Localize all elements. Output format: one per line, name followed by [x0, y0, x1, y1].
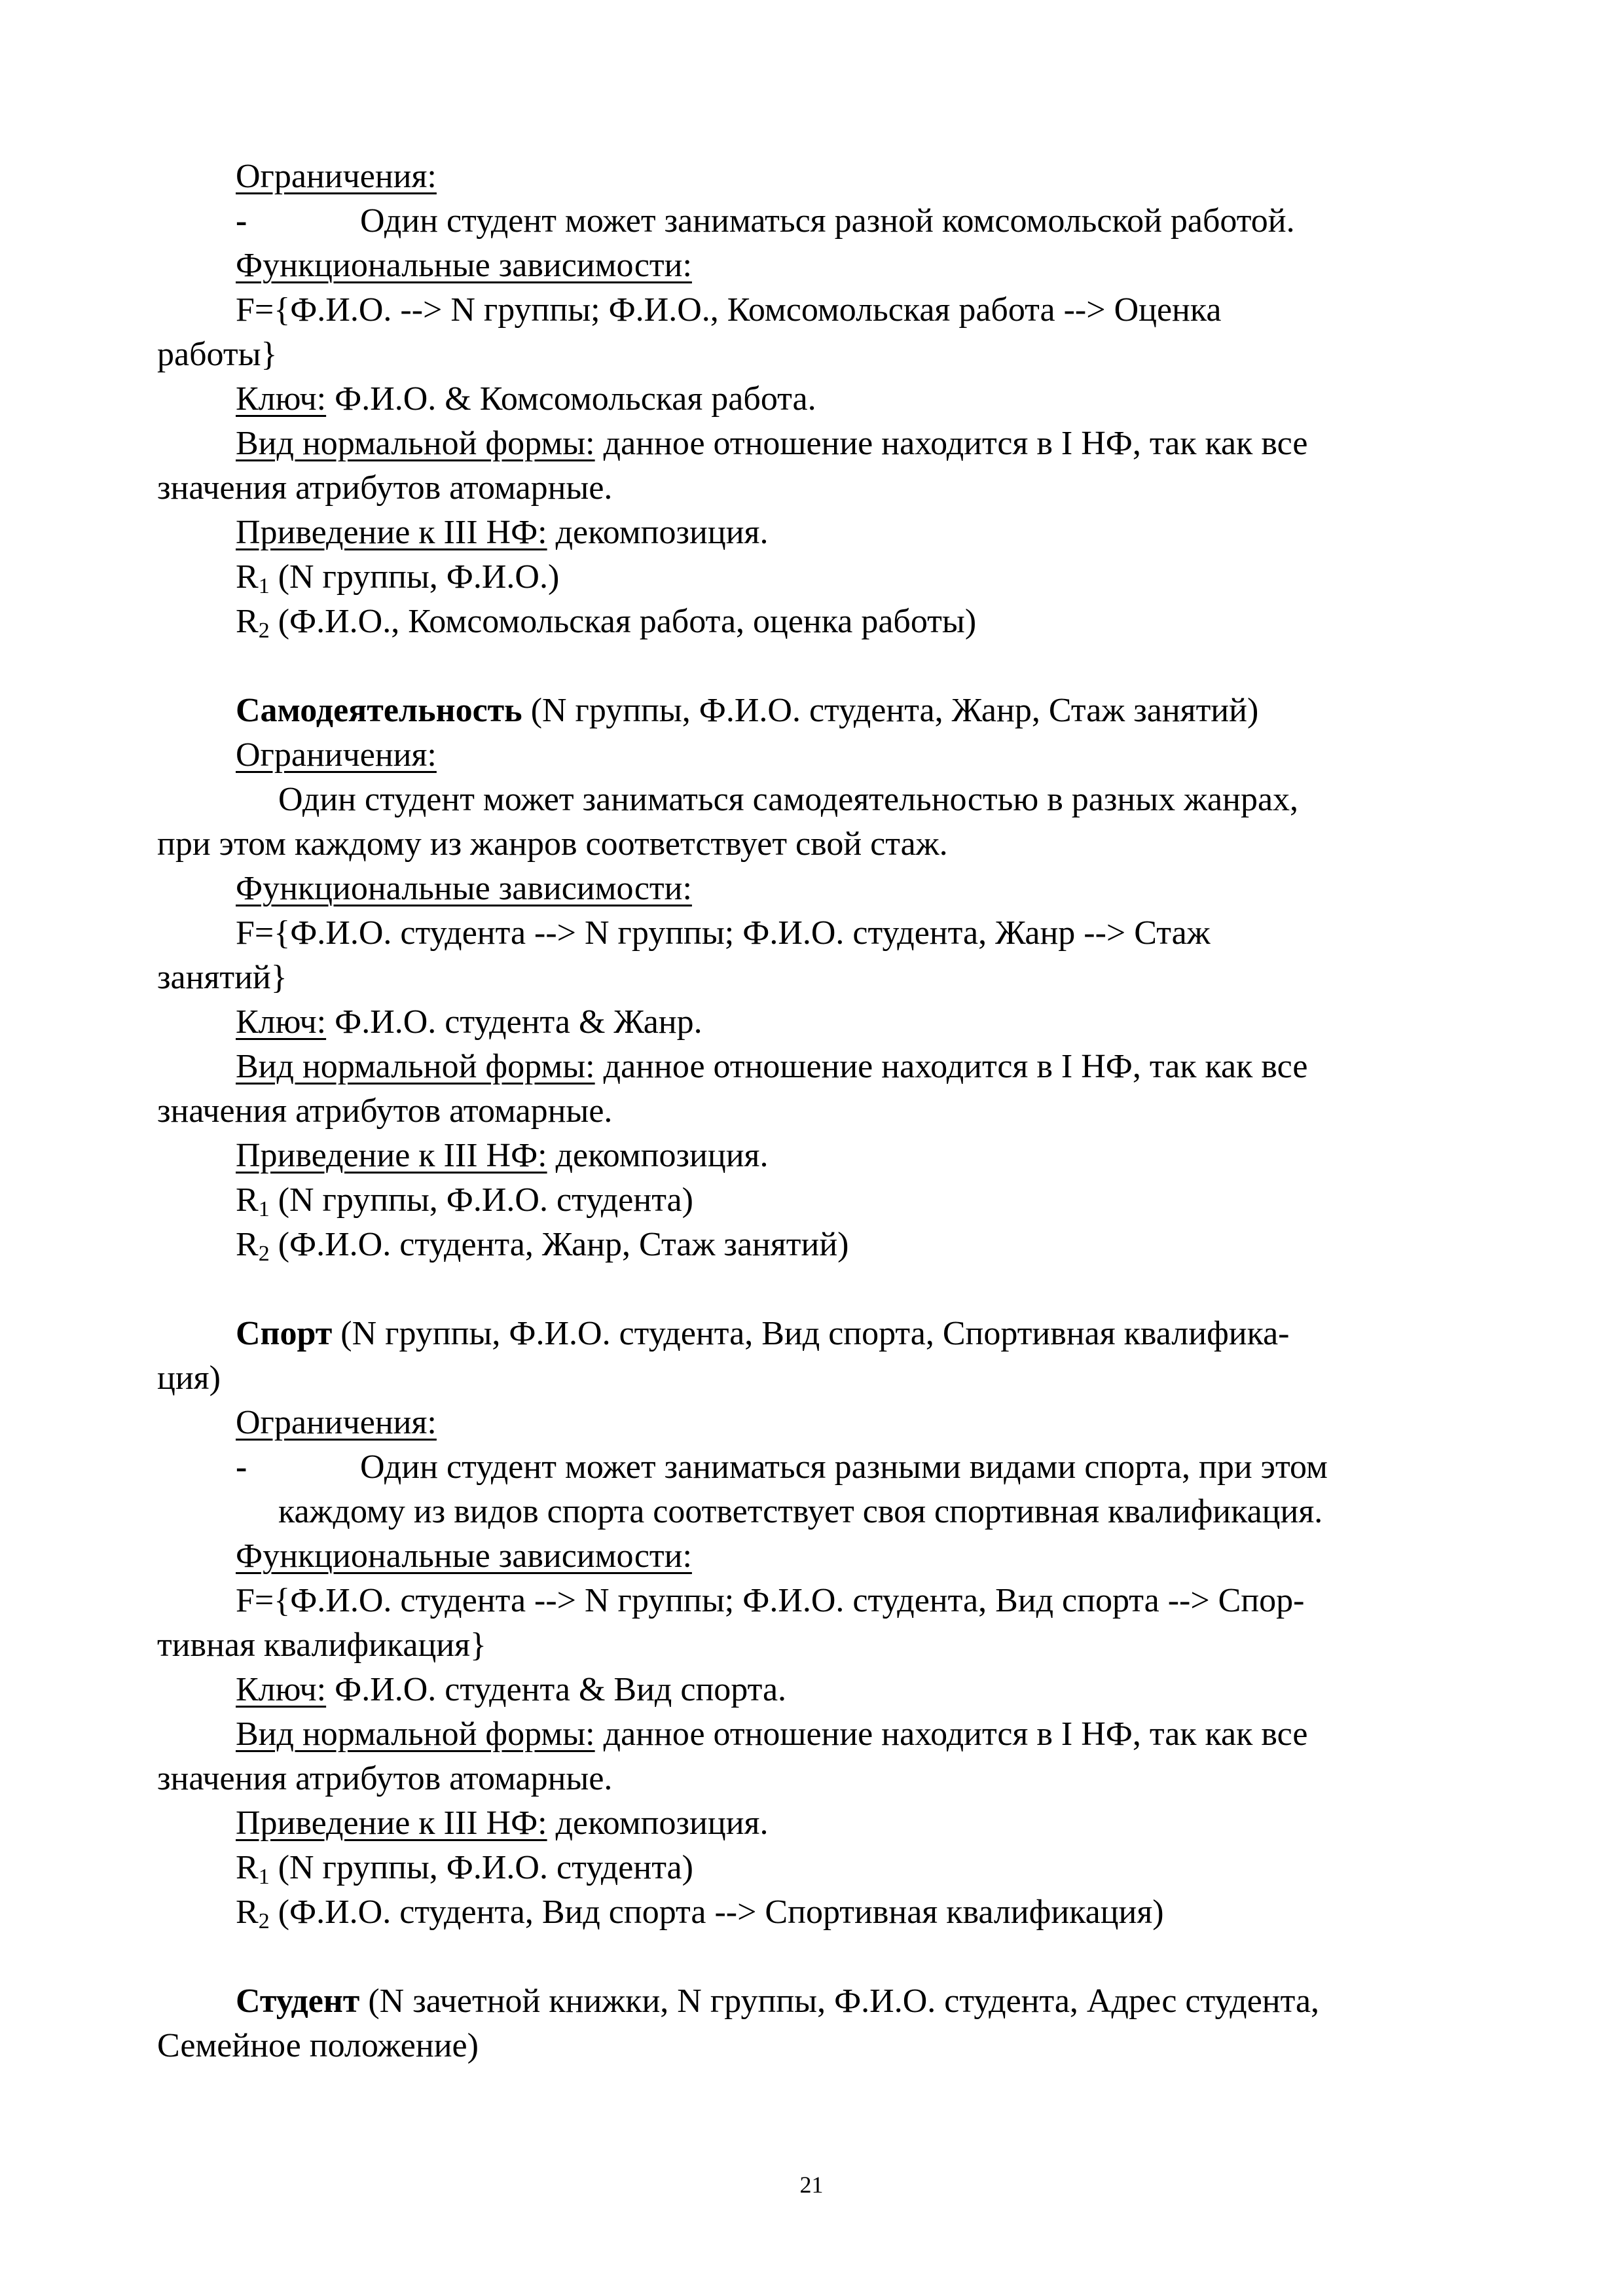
page-number: 21 [799, 2172, 824, 2198]
restriction-text: Один студент может заниматься разной комсомольской работой. [360, 202, 1295, 240]
relation-heading [236, 691, 1258, 730]
fd-line-continued: занятий} [157, 959, 287, 996]
nf-line [236, 1715, 1307, 1754]
relation-title: Спорт [236, 1315, 333, 1352]
nf-value: данное отношение находится в I НФ, так как все [594, 425, 1308, 462]
key-line [236, 1670, 786, 1710]
relation-attrs: (N группы, Ф.И.О. студента, Жанр, Стаж занятий) [522, 692, 1259, 729]
relation-letter: R [236, 558, 259, 596]
restriction-text: Один студент может заниматься разными видами спорта, при этом [360, 1448, 1328, 1486]
restriction-text-continued: каждому из видов спорта соответствует своя спортивная квалификация. [278, 1493, 1323, 1530]
relation-subscript: 1 [258, 574, 270, 598]
relation-subscript: 2 [258, 1242, 270, 1266]
reduce-value: декомпозиция. [547, 1137, 769, 1174]
relation-subscript: 2 [258, 1909, 270, 1933]
fd-line-continued: работы} [157, 336, 278, 373]
relation-r2 [236, 1225, 848, 1265]
relation-subscript: 1 [258, 1197, 270, 1221]
nf-line [236, 1047, 1307, 1086]
fd-label: Функциональные зависимости: [236, 870, 692, 907]
relation-attributes: (N группы, Ф.И.О. студента) [269, 1849, 693, 1886]
key-label: Ключ: [236, 380, 327, 418]
relation-r2 [236, 602, 976, 641]
relation-attributes: (Ф.И.О. студента, Вид спорта --> Спортивная квалификация) [269, 1893, 1164, 1931]
relation-attributes: (Ф.И.О. студента, Жанр, Стаж занятий) [269, 1226, 849, 1263]
nf-line-continued: значения атрибутов атомарные. [157, 469, 613, 507]
reduce-line [236, 1804, 768, 1843]
relation-attrs: (N группы, Ф.И.О. студента, Вид спорта, Спортивная квалифика- [332, 1315, 1290, 1352]
key-label: Ключ: [236, 1671, 327, 1708]
reduce-value: декомпозиция. [547, 1804, 769, 1842]
nf-label: Вид нормальной формы: [236, 425, 595, 462]
key-label: Ключ: [236, 1003, 327, 1041]
key-line [236, 380, 816, 419]
list-dash: - [236, 202, 247, 240]
relation-attrs-continued: Семейное положение) [157, 2027, 479, 2064]
key-value: Ф.И.О. студента & Жанр. [326, 1003, 702, 1041]
nf-line-continued: значения атрибутов атомарные. [157, 1092, 613, 1130]
relation-r1 [236, 558, 559, 597]
relation-r2 [236, 1893, 1164, 1932]
reduce-label: Приведение к III НФ: [236, 1137, 547, 1174]
relation-letter: R [236, 1226, 259, 1263]
restrictions-label: Ограничения: [236, 736, 437, 774]
nf-value: данное отношение находится в I НФ, так как все [594, 1715, 1308, 1753]
nf-label: Вид нормальной формы: [236, 1048, 595, 1085]
relation-attributes: (N группы, Ф.И.О.) [269, 558, 560, 596]
restriction-text: Один студент может заниматься самодеятельностью в разных жанрах, [278, 781, 1299, 818]
relation-attrs-continued: ция) [157, 1359, 221, 1397]
list-dash: - [236, 1448, 247, 1486]
fd-line-continued: тивная квалификация} [157, 1626, 486, 1664]
nf-value: данное отношение находится в I НФ, так как все [594, 1048, 1308, 1085]
key-value: Ф.И.О. студента & Вид спорта. [326, 1671, 787, 1708]
fd-line: F={Ф.И.О. студента --> N группы; Ф.И.О. студента, Жанр --> Стаж [236, 914, 1211, 952]
relation-attributes: (Ф.И.О., Комсомольская работа, оценка работы) [269, 603, 977, 640]
fd-line: F={Ф.И.О. студента --> N группы; Ф.И.О. студента, Вид спорта --> Спор- [236, 1582, 1305, 1619]
reduce-line [236, 513, 768, 552]
fd-label: Функциональные зависимости: [236, 1537, 692, 1575]
relation-attrs: (N зачетной книжки, N группы, Ф.И.О. студента, Адрес студента, [359, 1982, 1320, 2020]
relation-letter: R [236, 1849, 259, 1886]
nf-label: Вид нормальной формы: [236, 1715, 595, 1753]
restrictions-label: Ограничения: [236, 1404, 437, 1441]
nf-line [236, 424, 1307, 463]
relation-attributes: (N группы, Ф.И.О. студента) [269, 1181, 693, 1219]
key-value: Ф.И.О. & Комсомольская работа. [326, 380, 816, 418]
relation-heading [236, 1314, 1289, 1354]
relation-r1 [236, 1848, 693, 1888]
reduce-value: декомпозиция. [547, 514, 769, 551]
relation-title: Студент [236, 1982, 360, 2020]
fd-label: Функциональные зависимости: [236, 247, 692, 284]
relation-subscript: 2 [258, 619, 270, 643]
restriction-text-continued: при этом каждому из жанров соответствует свой стаж. [157, 825, 948, 863]
relation-subscript: 1 [258, 1865, 270, 1889]
key-line [236, 1003, 702, 1042]
reduce-line [236, 1136, 768, 1175]
relation-letter: R [236, 603, 259, 640]
reduce-label: Приведение к III НФ: [236, 514, 547, 551]
relation-letter: R [236, 1181, 259, 1219]
nf-line-continued: значения атрибутов атомарные. [157, 1760, 613, 1797]
relation-r1 [236, 1181, 693, 1220]
fd-line: F={Ф.И.О. --> N группы; Ф.И.О., Комсомольская работа --> Оценка [236, 291, 1222, 329]
relation-letter: R [236, 1893, 259, 1931]
reduce-label: Приведение к III НФ: [236, 1804, 547, 1842]
relation-heading [236, 1982, 1319, 2021]
relation-title: Самодеятельность [236, 692, 522, 729]
restrictions-label: Ограничения: [236, 158, 437, 195]
